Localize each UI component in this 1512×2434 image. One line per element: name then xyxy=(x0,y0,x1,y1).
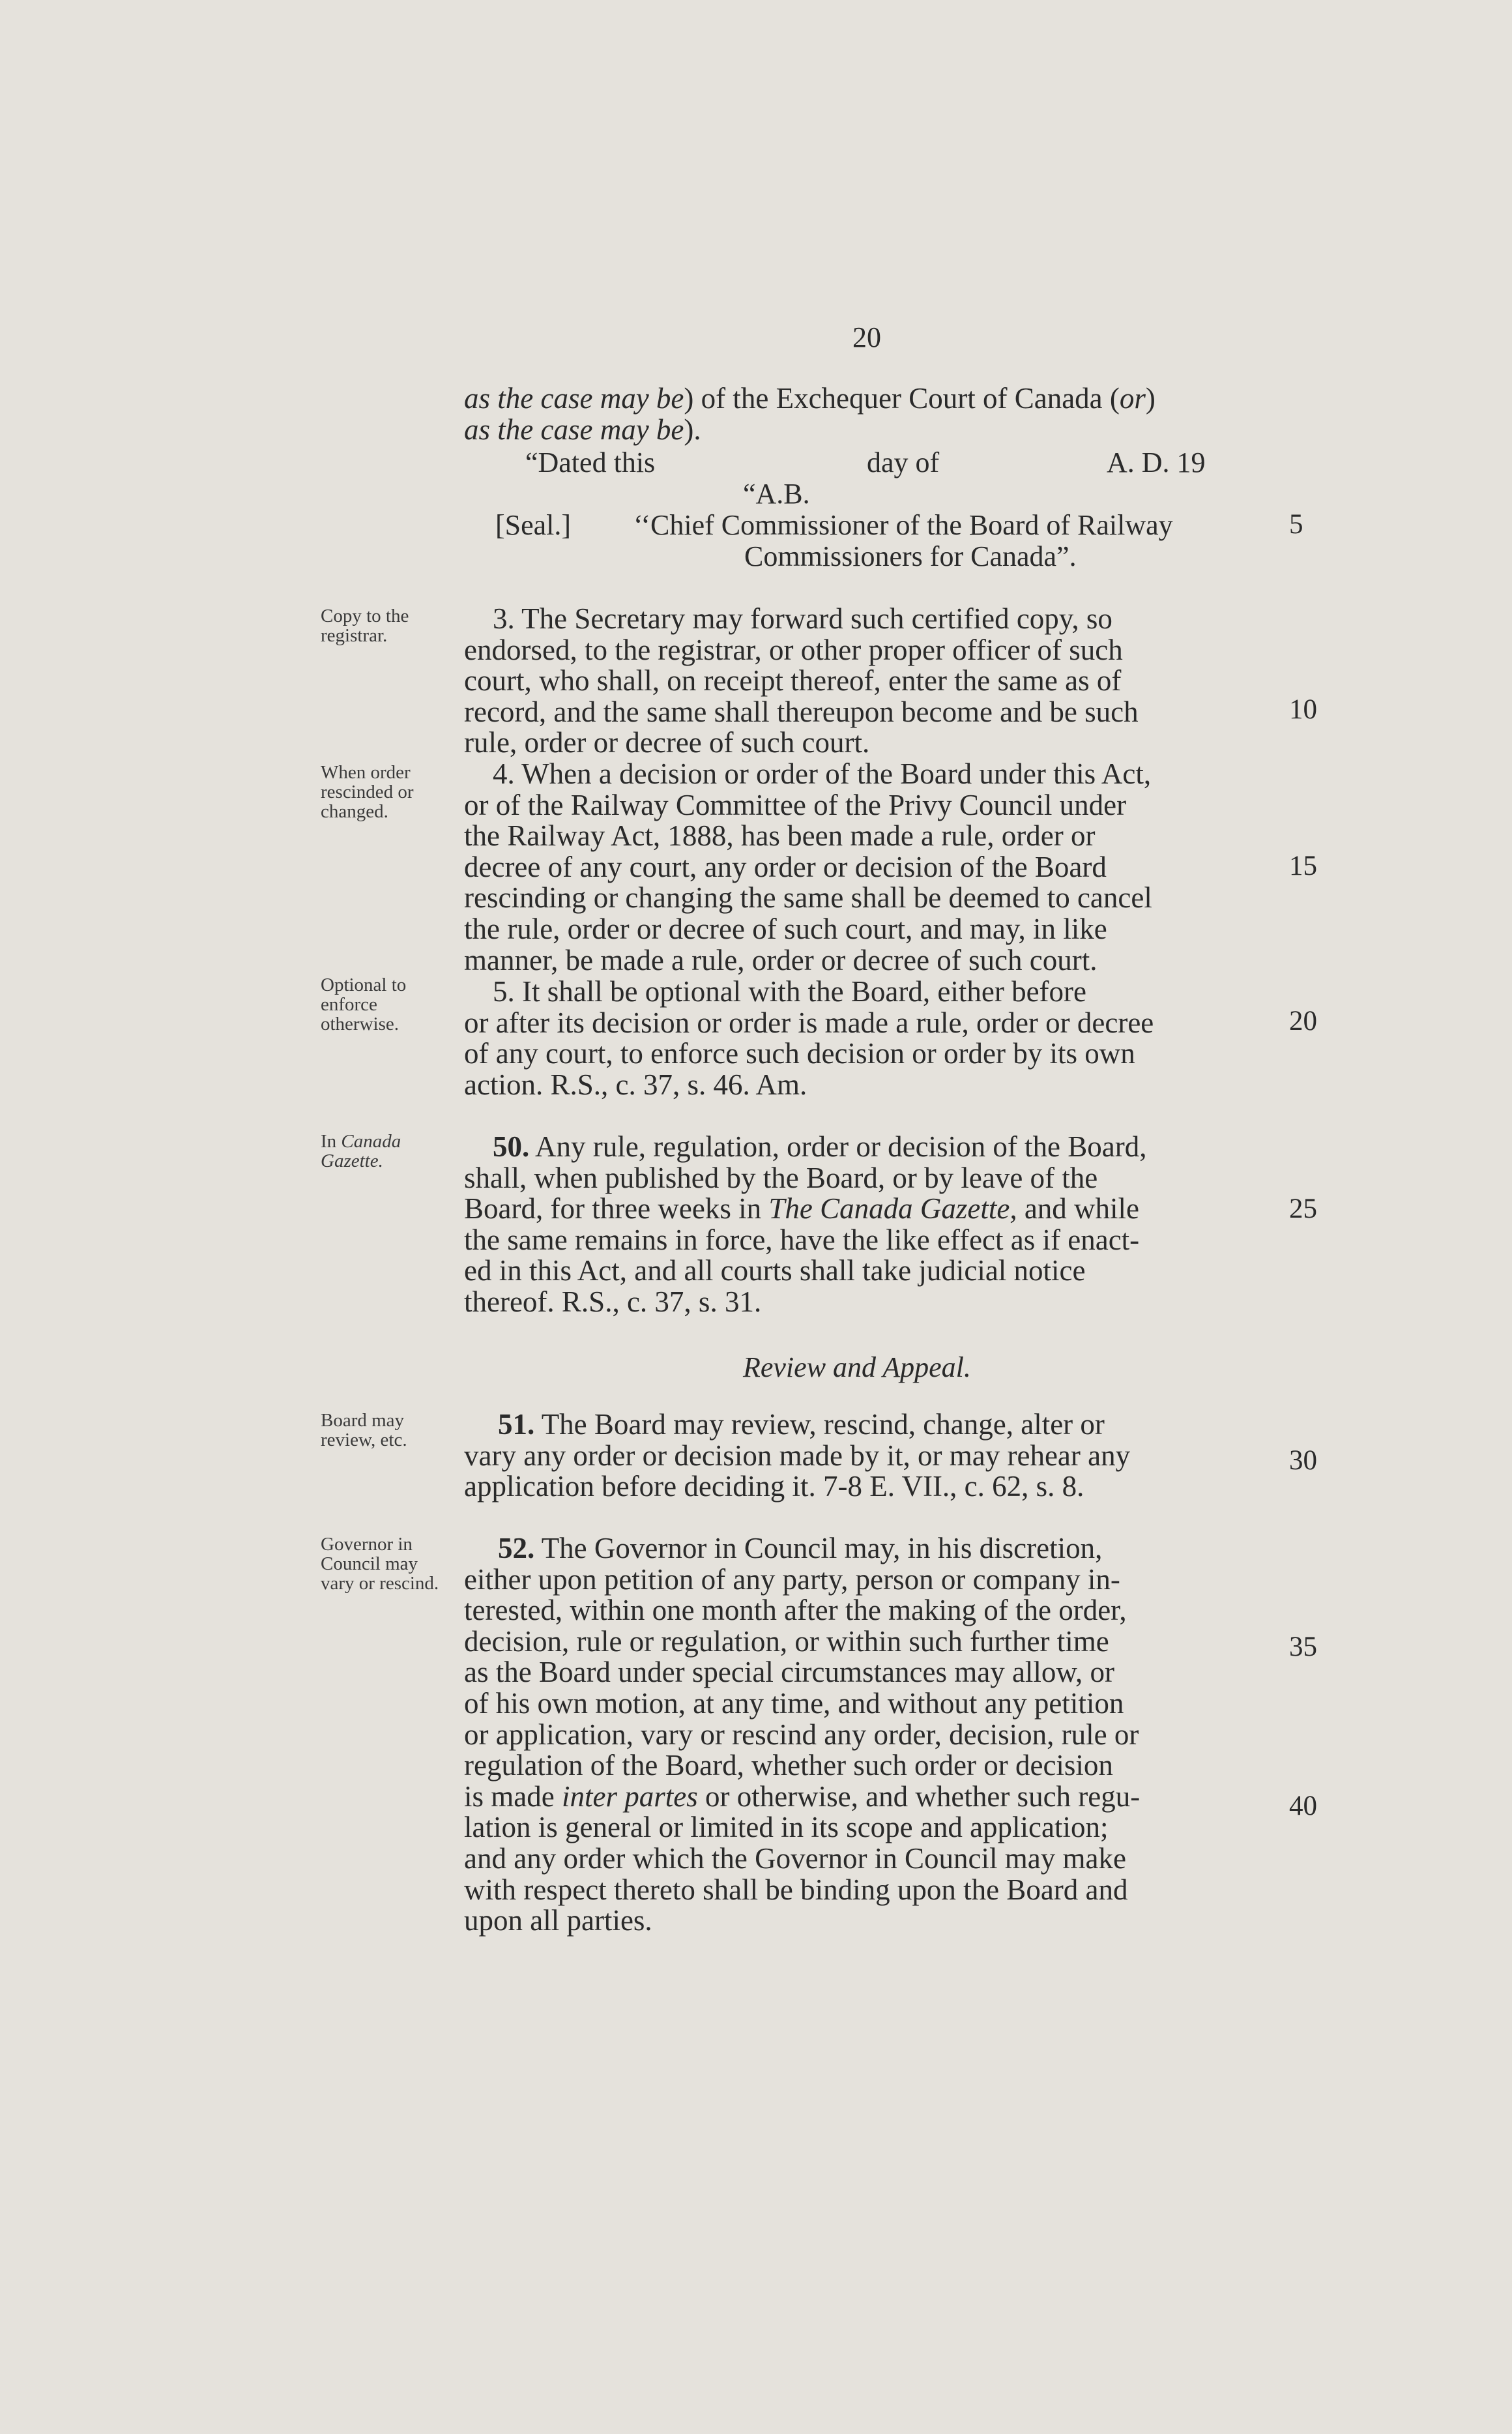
line-number-5: 5 xyxy=(1289,509,1303,540)
form-line-1: as the case may be) of the Exchequer Court of Canada (or) xyxy=(464,382,1156,415)
line-number-35: 35 xyxy=(1289,1632,1317,1662)
section-5 xyxy=(464,976,1279,1100)
s51-line: vary any order or decision made by it, or may rehear any xyxy=(464,1439,1131,1472)
s50-l3b: and while xyxy=(1017,1192,1140,1225)
s3-line: rule, order or decree of such court. xyxy=(464,726,870,759)
s52-line: terested, within one month after the making of the order, xyxy=(464,1594,1127,1627)
margin-note-board-review: Board may review, etc. xyxy=(321,1410,407,1450)
day-of: day of xyxy=(867,447,940,478)
form-line2-rest: ). xyxy=(684,413,701,446)
s3-line: 3. The Secretary may forward such certified copy, so xyxy=(493,602,1112,635)
margin-note-when-order: When order rescinded or changed. xyxy=(321,762,414,822)
form-italic-a: as the case may be xyxy=(464,382,684,415)
section-3 xyxy=(464,604,1279,759)
s52-line: decision, rule or regulation, or within such further time xyxy=(464,1624,1109,1658)
margin-note-optional: Optional to enforce otherwise. xyxy=(321,975,407,1034)
s52-first: The Governor in Council may, in his discretion, xyxy=(541,1532,1103,1564)
s5-line: action. R.S., c. 37, s. 46. Am. xyxy=(464,1068,807,1101)
margin-note-canada-gazette xyxy=(321,1132,451,1171)
s50-line: shall, when published by the Board, or by leave of the xyxy=(464,1161,1098,1194)
section-heading: Review and Appeal. xyxy=(743,1351,971,1383)
s4-line: the Railway Act, 1888, has been made a rule, order or xyxy=(464,819,1096,853)
chief-commissioner: ‘‘Chief Commissioner of the Board of Railway xyxy=(633,509,1173,541)
s52-l9a: is made xyxy=(464,1780,562,1813)
s50-first: Any rule, regulation, order or decision of the Board, xyxy=(535,1130,1147,1163)
margin-italic: Canada Gazette. xyxy=(321,1131,401,1171)
section-52 xyxy=(464,1533,1279,1937)
section-50 xyxy=(464,1132,1279,1318)
s52-line: regulation of the Board, whether such order or decision xyxy=(464,1749,1113,1782)
margin-note-copy: Copy to the registrar. xyxy=(321,606,409,646)
s5-line: of any court, to enforce such decision or order by its own xyxy=(464,1037,1135,1070)
s51-number: 51. xyxy=(498,1408,535,1441)
signature-ab: “A.B. xyxy=(743,478,810,510)
s4-line: or of the Railway Committee of the Privy Council under xyxy=(464,788,1127,821)
line-number-40: 40 xyxy=(1289,1791,1317,1821)
s4-line: the rule, order or decree of such court, and may, in like xyxy=(464,912,1107,945)
s52-line: either upon petition of any party, person or company in- xyxy=(464,1562,1120,1596)
s52-line: and any order which the Governor in Council may make xyxy=(464,1841,1126,1875)
anno-domini: A. D. 19 xyxy=(1107,447,1206,478)
s52-number: 52. xyxy=(498,1532,535,1564)
form-italic-b: or xyxy=(1119,382,1146,415)
s50-line: the same remains in force, have the like effect as if enact- xyxy=(464,1223,1140,1256)
s52-line: upon all parties. xyxy=(464,1904,652,1937)
line-number-15: 15 xyxy=(1289,851,1317,881)
s5-line: or after its decision or order is made a rule, order or decree xyxy=(464,1006,1154,1039)
s4-line: manner, be made a rule, order or decree of such court. xyxy=(464,943,1098,976)
s52-inter-partes: inter partes xyxy=(561,1780,698,1813)
line-number-10: 10 xyxy=(1289,694,1317,725)
line-number-25: 25 xyxy=(1289,1194,1317,1224)
seal-label: [Seal.] xyxy=(495,509,572,541)
line-number-20: 20 xyxy=(1289,1006,1317,1036)
s52-line-1 xyxy=(464,1533,1279,1564)
section-51 xyxy=(464,1409,1279,1503)
margin-prefix: In xyxy=(321,1131,342,1152)
s50-line-3 xyxy=(464,1194,1279,1225)
s52-line: lation is general or limited in its scope and application; xyxy=(464,1811,1109,1844)
s52-line: with respect thereto shall be binding upon the Board and xyxy=(464,1873,1128,1906)
s50-line-1 xyxy=(464,1132,1279,1163)
s4-line: 4. When a decision or order of the Board under this Act, xyxy=(493,757,1152,790)
s3-line: record, and the same shall thereupon become and be such xyxy=(464,695,1139,728)
dated-this: “Dated this xyxy=(525,447,656,478)
form-lines xyxy=(464,383,1279,445)
s52-line: or application, vary or rescind any order, decision, rule or xyxy=(464,1718,1139,1751)
s4-line: decree of any court, any order or decision of the Board xyxy=(464,850,1107,883)
s50-l3a: Board, for three weeks in xyxy=(464,1192,769,1225)
s4-line: rescinding or changing the same shall be deemed to cancel xyxy=(464,881,1152,915)
s50-gazette: The Canada Gazette, xyxy=(768,1192,1017,1225)
s51-line: application before deciding it. 7-8 E. VII., c. 62, s. 8. xyxy=(464,1470,1084,1503)
s5-line: 5. It shall be optional with the Board, either before xyxy=(493,975,1086,1008)
s52-l9b: or otherwise, and whether such regu- xyxy=(697,1780,1141,1813)
form-italic-c: as the case may be xyxy=(464,413,684,446)
s51-line-1 xyxy=(464,1409,1279,1441)
form-line-2 xyxy=(464,415,1279,446)
s52-line-9 xyxy=(464,1782,1279,1813)
s52-line: of his own motion, at any time, and without any petition xyxy=(464,1686,1124,1720)
s50-line: ed in this Act, and all courts shall take judicial notice xyxy=(464,1254,1086,1287)
margin-note-governor: Governor in Council may vary or rescind. xyxy=(321,1534,439,1594)
s50-line: thereof. R.S., c. 37, s. 31. xyxy=(464,1285,762,1318)
line-number-30: 30 xyxy=(1289,1445,1317,1476)
form-line1-rest: ) of the Exchequer Court of Canada ( xyxy=(684,382,1120,415)
s52-line: as the Board under special circumstances may allow, or xyxy=(464,1656,1114,1689)
section-4 xyxy=(464,759,1279,976)
s3-line: court, who shall, on receipt thereof, enter the same as of xyxy=(464,664,1122,697)
page-number: 20 xyxy=(852,321,881,353)
commissioners-line: Commissioners for Canada”. xyxy=(744,540,1077,572)
s50-number: 50. xyxy=(493,1130,530,1163)
s3-line: endorsed, to the registrar, or other proper officer of such xyxy=(464,633,1123,666)
s51-first: The Board may review, rescind, change, alter or xyxy=(541,1408,1105,1441)
